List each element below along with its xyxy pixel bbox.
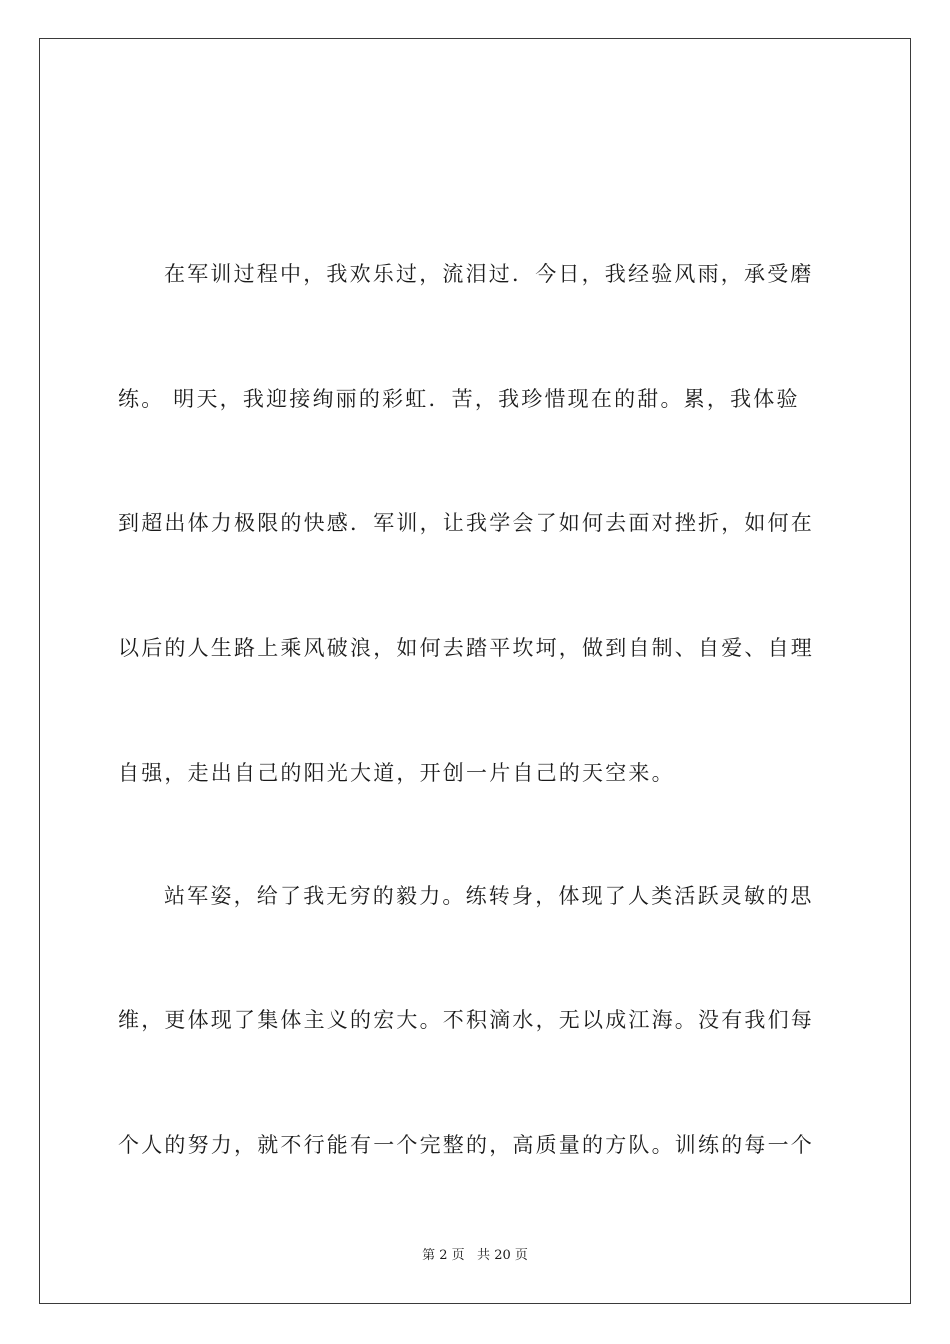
paragraph-2-line-1: 站军姿，给了我无穷的毅力。练转身，体现了人类活跃灵敏的思 — [164, 884, 814, 908]
paragraph-1-line-4: 以后的人生路上乘风破浪，如何去踏平坎坷，做到自制、自爱、自理 — [118, 636, 814, 660]
paragraph-2-line-3: 个人的努力，就不行能有一个完整的，高质量的方队。训练的每一个 — [118, 1133, 814, 1157]
page-number-footer: 第 2 页 共 20 页 — [422, 1248, 528, 1263]
paragraph-1-line-1: 在军训过程中，我欢乐过，流泪过．今日，我经验风雨，承受磨 — [164, 262, 814, 286]
paragraph-2-line-2: 维，更体现了集体主义的宏大。不积滴水，无以成江海。没有我们每 — [118, 1008, 814, 1032]
page-border — [39, 38, 911, 1304]
paragraph-1-line-3: 到超出体力极限的快感．军训，让我学会了如何去面对挫折，如何在 — [118, 511, 814, 535]
paragraph-1-line-2: 练。 明天，我迎接绚丽的彩虹．苦，我珍惜现在的甜。累，我体验 — [118, 387, 800, 411]
paragraph-1-line-5: 自强，走出自己的阳光大道，开创一片自己的天空来。 — [118, 761, 675, 785]
